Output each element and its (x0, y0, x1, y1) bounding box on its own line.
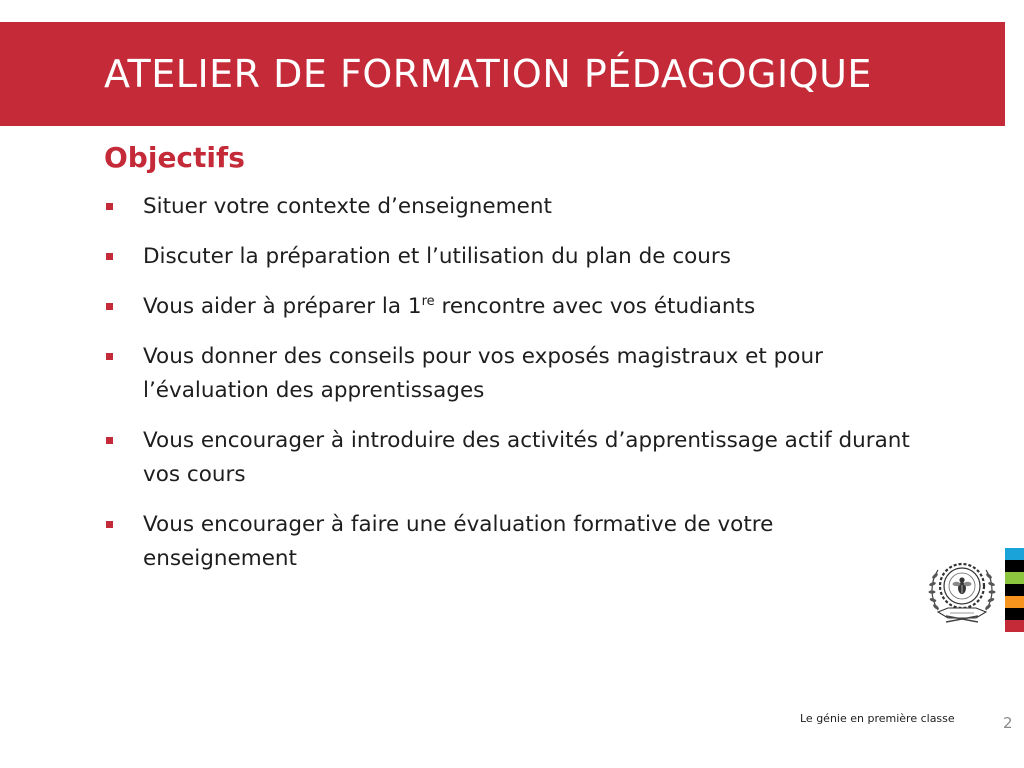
page-number: 2 (1003, 714, 1013, 732)
stripe-black (1005, 608, 1024, 620)
stripe-green (1005, 572, 1024, 584)
section-heading: Objectifs (104, 141, 245, 174)
slide-title: ATELIER DE FORMATION PÉDAGOGIQUE (104, 52, 872, 96)
footer-tagline: Le génie en première classe (800, 712, 955, 725)
stripe-black (1005, 560, 1024, 572)
square-bullet-icon (106, 521, 113, 528)
stripe-red (1005, 620, 1024, 632)
school-seal-icon (924, 552, 1000, 628)
bullet-item (104, 424, 924, 492)
color-stripes (1005, 548, 1024, 632)
bullet-list (104, 190, 924, 576)
bullet-text: Discuter la préparation et l’utilisation du plan de cours (143, 244, 731, 269)
bullet-item (104, 290, 924, 324)
bullet-text-end: rencontre avec vos étudiants (434, 294, 756, 319)
stripe-black (1005, 584, 1024, 596)
square-bullet-icon (106, 253, 113, 260)
square-bullet-icon (106, 203, 113, 210)
square-bullet-icon (106, 303, 113, 310)
bullet-item (104, 340, 924, 408)
bullet-text: Situer votre contexte d’enseignement (143, 194, 552, 219)
bullet-text: Vous encourager à faire une évaluation formative de votre enseignement (143, 512, 774, 571)
square-bullet-icon (106, 437, 113, 444)
bullet-text-start: Vous aider à préparer la 1 (143, 294, 422, 319)
ordinal-superscript: re (421, 294, 435, 309)
square-bullet-icon (106, 353, 113, 360)
bullet-item (104, 190, 924, 224)
bullet-item (104, 508, 924, 576)
stripe-blue (1005, 548, 1024, 560)
stripe-orange (1005, 596, 1024, 608)
bullet-text: Vous donner des conseils pour vos exposés magistraux et pour l’évaluation des apprentissages (143, 344, 823, 403)
bullet-text: Vous encourager à introduire des activités d’apprentissage actif durant vos cours (143, 428, 910, 487)
bullet-item (104, 240, 924, 274)
